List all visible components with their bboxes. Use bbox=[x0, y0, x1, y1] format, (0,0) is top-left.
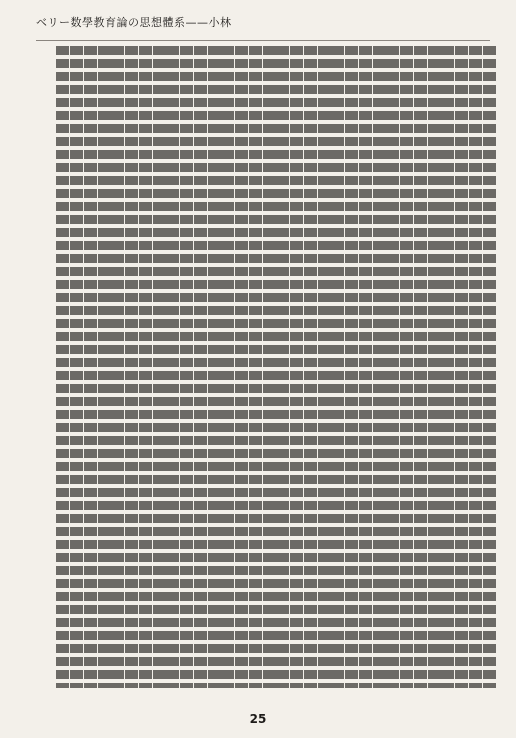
text-column bbox=[414, 46, 427, 688]
text-column bbox=[318, 46, 331, 688]
text-column bbox=[111, 46, 124, 688]
text-column bbox=[469, 46, 482, 688]
text-column bbox=[455, 46, 468, 688]
text-column bbox=[331, 46, 344, 688]
text-column bbox=[98, 46, 111, 688]
text-column bbox=[359, 46, 372, 688]
text-column bbox=[249, 46, 262, 688]
text-column bbox=[400, 46, 413, 688]
text-column bbox=[166, 46, 179, 688]
text-column bbox=[153, 46, 166, 688]
text-column bbox=[139, 46, 152, 688]
text-column bbox=[208, 46, 221, 688]
vertical-text-block bbox=[56, 46, 496, 688]
text-column bbox=[235, 46, 248, 688]
text-column bbox=[428, 46, 441, 688]
header-rule bbox=[36, 40, 490, 41]
text-column bbox=[441, 46, 454, 688]
text-column bbox=[125, 46, 138, 688]
text-column bbox=[304, 46, 317, 688]
text-column bbox=[290, 46, 303, 688]
running-header: ベリー数學教育論の思想體系——小林 bbox=[36, 16, 232, 29]
text-column bbox=[263, 46, 276, 688]
text-column bbox=[221, 46, 234, 688]
text-column bbox=[84, 46, 97, 688]
text-column bbox=[70, 46, 83, 688]
page-number: 25 bbox=[249, 712, 267, 726]
text-column bbox=[483, 46, 496, 688]
text-column bbox=[386, 46, 399, 688]
text-column bbox=[276, 46, 289, 688]
text-column bbox=[180, 46, 193, 688]
text-column bbox=[194, 46, 207, 688]
text-column bbox=[56, 46, 69, 688]
text-column bbox=[373, 46, 386, 688]
text-column bbox=[345, 46, 358, 688]
